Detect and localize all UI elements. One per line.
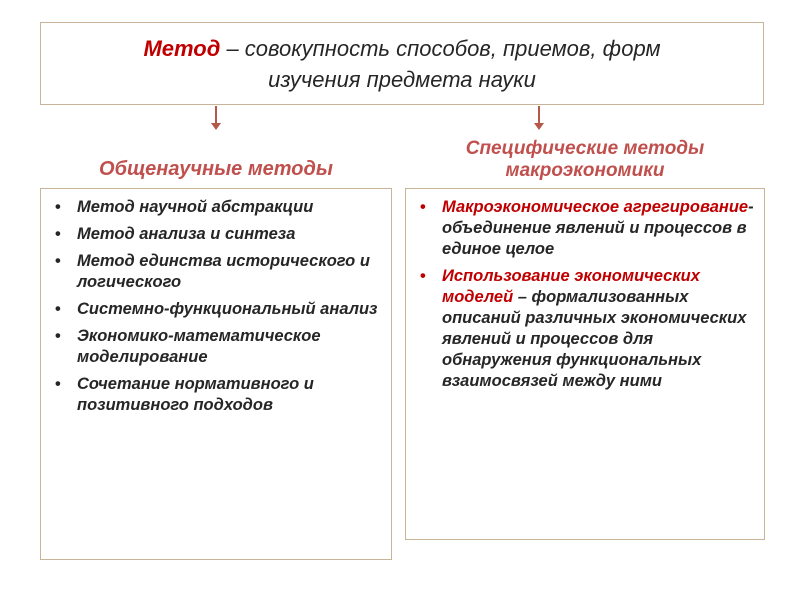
- list-item: [53, 374, 383, 416]
- list-item-text: Системно-функциональный анализ: [77, 300, 378, 318]
- list-item-highlight: Макроэкономическое агрегирование: [442, 198, 749, 216]
- general-methods-list: [53, 197, 383, 422]
- list-item-highlight: Использование экономических моделей: [442, 267, 700, 306]
- definition-dash: –: [220, 36, 245, 61]
- specific-heading-line1: Специфические методы: [465, 138, 705, 159]
- list-item-text: – формализованных описаний различных экономических явлений и процессов для обнаружения функциональных взаимосвязей между ними: [442, 288, 747, 390]
- bullet-icon: •: [420, 198, 426, 216]
- list-item: [418, 266, 756, 392]
- definition-box: [40, 22, 764, 105]
- list-item: [53, 251, 383, 293]
- list-item: [418, 197, 756, 260]
- list-item-text: Метод единства исторического и логического: [77, 252, 370, 291]
- bullet-icon: •: [55, 198, 61, 216]
- specific-methods-box: [405, 188, 765, 540]
- general-methods-box: [40, 188, 392, 560]
- list-item: [53, 197, 383, 218]
- arrow-down-right-icon: [538, 106, 540, 124]
- definition-text: [41, 33, 763, 95]
- definition-term: Метод: [143, 36, 221, 61]
- bullet-icon: •: [55, 252, 61, 270]
- definition-line2: изучения предмета науки: [268, 67, 536, 92]
- bullet-icon: •: [55, 300, 61, 318]
- list-item-text: Сочетание нормативного и позитивного подходов: [77, 375, 314, 414]
- bullet-icon: •: [55, 327, 61, 345]
- arrow-down-left-icon: [215, 106, 217, 124]
- general-methods-heading: Общенаучные методы: [99, 158, 333, 180]
- list-item-text: Метод научной абстракции: [77, 198, 314, 216]
- bullet-icon: •: [420, 267, 426, 285]
- bullet-icon: •: [55, 225, 61, 243]
- bullet-icon: •: [55, 375, 61, 393]
- list-item-text: -объединение явлений и процессов в единое целое: [442, 198, 754, 258]
- definition-line1: совокупность способов, приемов, форм: [244, 36, 661, 61]
- specific-heading-line2: макроэкономики: [505, 160, 665, 181]
- specific-methods-heading: [405, 138, 765, 182]
- list-item-text: Экономико-математическое моделирование: [77, 327, 321, 366]
- list-item: [53, 326, 383, 368]
- specific-methods-list: [418, 197, 756, 398]
- list-item-text: Метод анализа и синтеза: [77, 225, 296, 243]
- list-item: [53, 299, 383, 320]
- list-item: [53, 224, 383, 245]
